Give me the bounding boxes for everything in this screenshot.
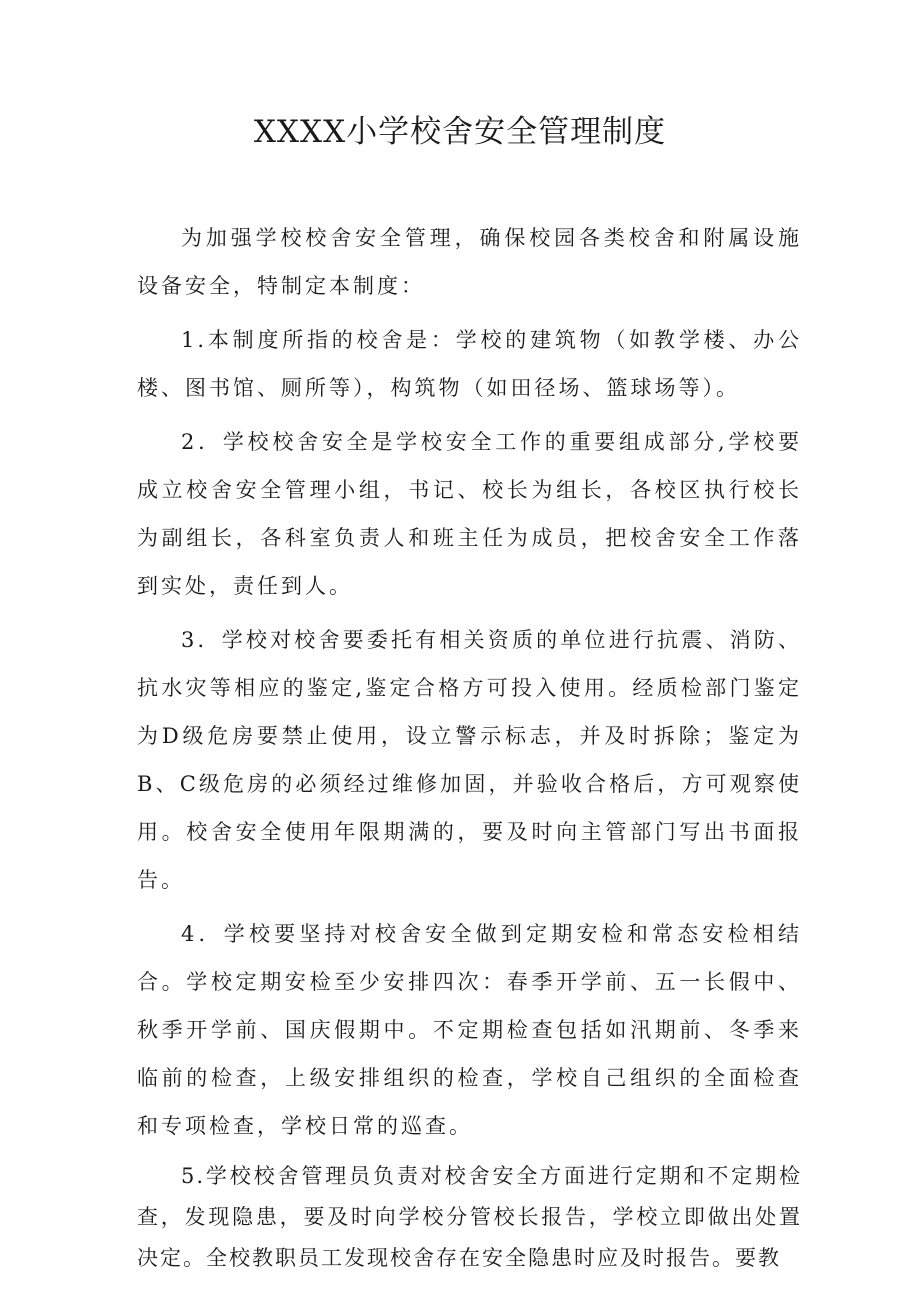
paragraph-item-2: 2．学校校舍安全是学校安全工作的重要组成部分,学校要成立校舍安全管理小组，书记、校长为组长，各校区执行校长为副组长，各科室负责人和班主任为成员，把校舍安全工作落到实处，责任到人。 [137, 430, 802, 598]
paragraph-item-3: 3．学校对校舍要委托有相关资质的单位进行抗震、消防、抗水灾等相应的鉴定,鉴定合格方可投入使用。经质检部门鉴定为D级危房要禁止使用，设立警示标志，并及时拆除；鉴定为B、C级危房的必须经过维修加固，并验收合格后，方可观察使用。校舍安全使用年限期满的，要及时向主管部门写出书面报告。 [137, 628, 802, 892]
document-title: XXXX小学校舍安全管理制度 [253, 114, 667, 150]
document-body [137, 214, 802, 1285]
paragraph-item-5: 5.学校校舍管理员负责对校舍安全方面进行定期和不定期检查，发现隐患，要及时向学校分管校长报告，学校立即做出处置决定。全校教职员工发现校舍存在安全隐患时应及时报告。要教 [137, 1164, 802, 1270]
paragraph-intro: 为加强学校校舍安全管理，确保校园各类校舍和附属设施设备安全，特制定本制度： [137, 226, 802, 298]
paragraph-item-4: 4．学校要坚持对校舍安全做到定期安检和常态安检相结合。学校定期安检至少安排四次：春季开学前、五一长假中、秋季开学前、国庆假期中。不定期检查包括如汛期前、冬季来临前的检查，上级安排组织的检查，学校自己组织的全面检查和专项检查，学校日常的巡查。 [137, 922, 802, 1138]
paragraph-item-1: 1.本制度所指的校舍是：学校的建筑物（如教学楼、办公楼、图书馆、厕所等），构筑物（如田径场、篮球场等）。 [137, 328, 802, 400]
